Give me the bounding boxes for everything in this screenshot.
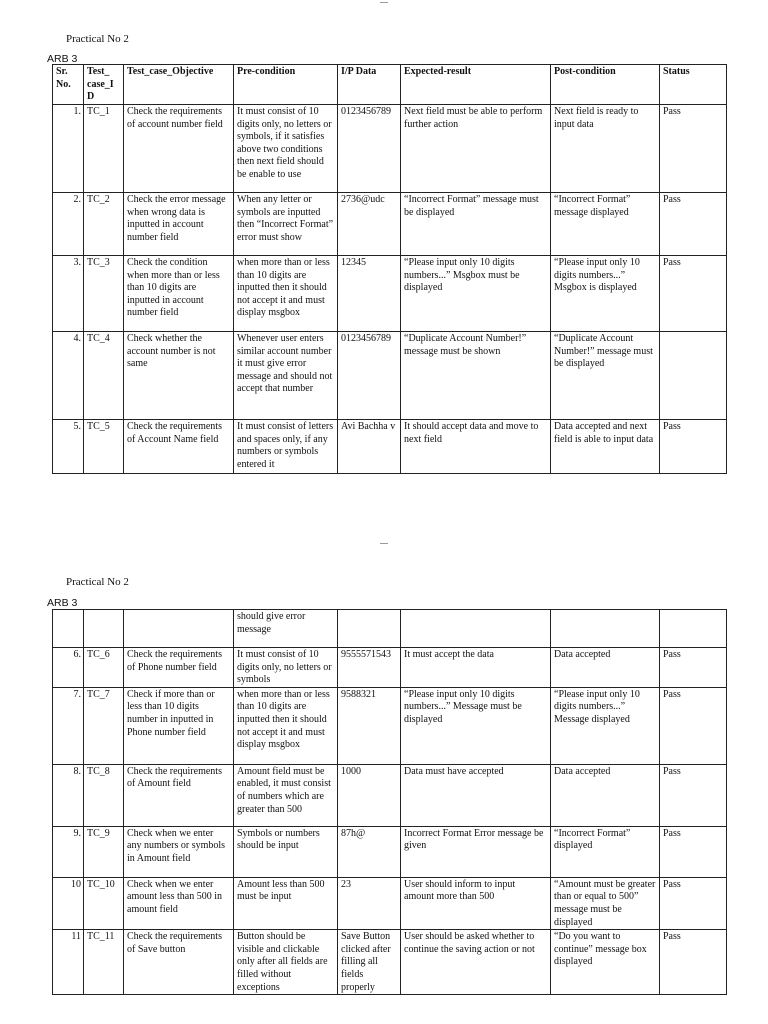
cell-ip: 0123456789 xyxy=(338,332,401,420)
cell-objective: Check if more than or less than 10 digits number in inputted in Phone number field xyxy=(124,687,234,764)
cell-sr: 7. xyxy=(53,687,84,764)
cell-sr: 1. xyxy=(53,105,84,193)
cell-ip: 9588321 xyxy=(338,687,401,764)
cell-expected: Next field must be able to perform further action xyxy=(401,105,551,193)
cell-id: TC_6 xyxy=(84,648,124,688)
cell-expected: Data must have accepted xyxy=(401,764,551,826)
cell-sr: 8. xyxy=(53,764,84,826)
cell-status: Pass xyxy=(660,648,727,688)
cell-sr: 3. xyxy=(53,256,84,332)
header-objective: Test_case_Objective xyxy=(124,65,234,105)
header-pre-condition: Pre-condition xyxy=(234,65,338,105)
header-expected-result: Expected-result xyxy=(401,65,551,105)
cell-pre: Amount less than 500 must be input xyxy=(234,877,338,929)
cell-expected: Incorrect Format Error message be given xyxy=(401,826,551,877)
table-row xyxy=(53,877,727,929)
cell-post: “Do you want to continue” message box displayed xyxy=(551,930,660,995)
table-row xyxy=(53,193,727,256)
cell-post: “Please input only 10 digits numbers...” Msgbox is displayed xyxy=(551,256,660,332)
header-post-condition: Post-condition xyxy=(551,65,660,105)
cell-pre: when more than or less than 10 digits are inputted then it should not accept it and must display msgbox xyxy=(234,256,338,332)
cell-sr: 6. xyxy=(53,648,84,688)
cell-expected: “Please input only 10 digits numbers...” Msgbox must be displayed xyxy=(401,256,551,332)
cell-expected: It must accept the data xyxy=(401,648,551,688)
cell-id: TC_2 xyxy=(84,193,124,256)
cell-id: TC_3 xyxy=(84,256,124,332)
cell-post: “Please input only 10 digits numbers...” Message displayed xyxy=(551,687,660,764)
cell-post: “Amount must be greater than or equal to 500” message must be displayed xyxy=(551,877,660,929)
cell-status: Pass xyxy=(660,764,727,826)
cell-post: “Incorrect Format” displayed xyxy=(551,826,660,877)
table-row xyxy=(53,420,727,474)
page-separator xyxy=(380,2,388,3)
cell-status: Pass xyxy=(660,420,727,474)
cell-status: Pass xyxy=(660,930,727,995)
cell-post: Next field is ready to input data xyxy=(551,105,660,193)
section-label: ARB 3 xyxy=(47,53,78,65)
header-test-case-id: Test_ case_I D xyxy=(84,65,124,105)
cell-ip: Avi Bachha v xyxy=(338,420,401,474)
cell-post: Data accepted xyxy=(551,764,660,826)
table-row xyxy=(53,105,727,193)
cell-post: “Incorrect Format” message displayed xyxy=(551,193,660,256)
page-separator xyxy=(380,543,388,544)
cell-sr: 4. xyxy=(53,332,84,420)
cell-id: TC_11 xyxy=(84,930,124,995)
cell-id: TC_4 xyxy=(84,332,124,420)
cell-status: Pass xyxy=(660,877,727,929)
cell-ip: 1000 xyxy=(338,764,401,826)
cell-status: Pass xyxy=(660,256,727,332)
table-row xyxy=(53,930,727,995)
cell-objective: Check the requirements of Amount field xyxy=(124,764,234,826)
table-row xyxy=(53,826,727,877)
cell-expected: User should be asked whether to continue the saving action or not xyxy=(401,930,551,995)
cell-objective: Check the requirements of Phone number field xyxy=(124,648,234,688)
cell-objective: Check the error message when wrong data is inputted in account number field xyxy=(124,193,234,256)
cell-post: “Duplicate Account Number!” message must be displayed xyxy=(551,332,660,420)
test-case-table-2 xyxy=(52,609,727,995)
cell-objective: Check the requirements of Save button xyxy=(124,930,234,995)
cell-id: TC_8 xyxy=(84,764,124,826)
cell-ip: Save Button clicked after filling all fields properly xyxy=(338,930,401,995)
cell-expected: It should accept data and move to next field xyxy=(401,420,551,474)
cell-sr: 2. xyxy=(53,193,84,256)
cell-status: Pass xyxy=(660,105,727,193)
cell-objective: Check the condition when more than or less than 10 digits are inputted in account number field xyxy=(124,256,234,332)
cell-pre: It must consist of letters and spaces only, if any numbers or symbols entered it xyxy=(234,420,338,474)
table-row-continuation xyxy=(53,610,727,648)
cell-status xyxy=(660,332,727,420)
cell-expected: User should inform to input amount more than 500 xyxy=(401,877,551,929)
cell-post: Data accepted and next field is able to input data xyxy=(551,420,660,474)
cell-pre: It must consist of 10 digits only, no letters or symbols xyxy=(234,648,338,688)
cell-objective: Check the requirements of account number field xyxy=(124,105,234,193)
cell-status: Pass xyxy=(660,826,727,877)
cell-ip: 12345 xyxy=(338,256,401,332)
cell-pre: Symbols or numbers should be input xyxy=(234,826,338,877)
cell-expected: “Please input only 10 digits numbers...” Message must be displayed xyxy=(401,687,551,764)
cell-id: TC_10 xyxy=(84,877,124,929)
cell-pre: Amount field must be enabled, it must consist of numbers which are greater than 500 xyxy=(234,764,338,826)
cell-pre-continuation: should give error message xyxy=(234,610,338,648)
cell-ip: 87h@ xyxy=(338,826,401,877)
cell-objective: Check the requirements of Account Name field xyxy=(124,420,234,474)
cell-objective: Check when we enter any numbers or symbols in Amount field xyxy=(124,826,234,877)
cell-ip: 2736@udc xyxy=(338,193,401,256)
cell-objective: Check when we enter amount less than 500 in amount field xyxy=(124,877,234,929)
cell-id: TC_9 xyxy=(84,826,124,877)
cell-sr: 10 xyxy=(53,877,84,929)
table-header-row xyxy=(53,65,727,105)
cell-pre: when more than or less than 10 digits are inputted then it should not accept it and must display msgbox xyxy=(234,687,338,764)
cell-status: Pass xyxy=(660,193,727,256)
cell-id: TC_7 xyxy=(84,687,124,764)
table-row xyxy=(53,332,727,420)
table-row xyxy=(53,764,727,826)
cell-expected: “Duplicate Account Number!” message must be shown xyxy=(401,332,551,420)
header-sr-no: Sr. No. xyxy=(53,65,84,105)
cell-id: TC_5 xyxy=(84,420,124,474)
table-row xyxy=(53,256,727,332)
test-case-table-1 xyxy=(52,64,727,474)
cell-ip: 0123456789 xyxy=(338,105,401,193)
section-label: ARB 3 xyxy=(47,597,78,609)
cell-ip: 23 xyxy=(338,877,401,929)
cell-status: Pass xyxy=(660,687,727,764)
cell-pre: It must consist of 10 digits only, no letters or symbols, if it satisfies above two conditions then next field should be enable to use xyxy=(234,105,338,193)
table-row xyxy=(53,648,727,688)
cell-pre: Whenever user enters similar account number it must give error message and should not accept that number xyxy=(234,332,338,420)
cell-pre: When any letter or symbols are inputted then “Incorrect Format” error must show xyxy=(234,193,338,256)
cell-objective: Check whether the account number is not same xyxy=(124,332,234,420)
cell-expected: “Incorrect Format” message must be displayed xyxy=(401,193,551,256)
cell-sr: 11 xyxy=(53,930,84,995)
cell-sr: 5. xyxy=(53,420,84,474)
table-row xyxy=(53,687,727,764)
practical-heading: Practical No 2 xyxy=(66,576,129,588)
cell-sr: 9. xyxy=(53,826,84,877)
header-ip-data: I/P Data xyxy=(338,65,401,105)
cell-id: TC_1 xyxy=(84,105,124,193)
cell-ip: 9555571543 xyxy=(338,648,401,688)
header-status: Status xyxy=(660,65,727,105)
cell-pre: Button should be visible and clickable only after all fields are filled without exceptions xyxy=(234,930,338,995)
practical-heading: Practical No 2 xyxy=(66,33,129,45)
cell-post: Data accepted xyxy=(551,648,660,688)
